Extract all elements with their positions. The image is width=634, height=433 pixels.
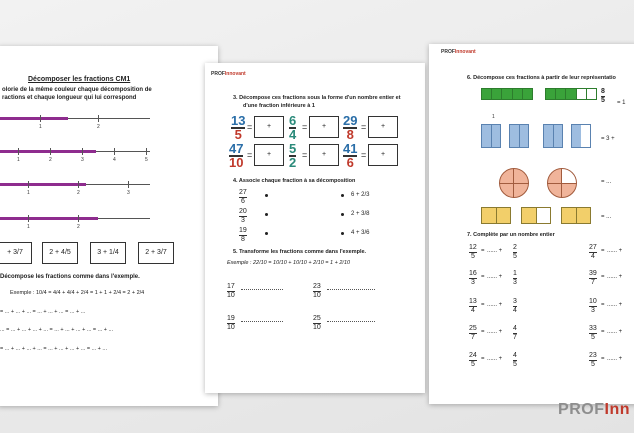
exercise-4-heading: 4. Associe chaque fraction à sa décomposition [233,178,356,184]
fraction-41-6: 41 6 [343,141,358,170]
fraction-27-6: 27 6 [239,189,247,205]
brand-logo: PROFInnovant [211,71,246,77]
brand-logo: PROFInnovant [441,49,476,55]
fraction-29-8: 29 8 [343,113,358,142]
exercise-2-row-3: = ... + ... + ... + ... = ... + ... + ... + ... = ... + ... [0,346,107,352]
fraction-19-8: 19 8 [239,227,247,243]
decomposition-box-1: + 3/7 [0,242,32,264]
blue-grid-model [481,124,609,148]
decomposition-box-4: 2 + 3/7 [138,242,174,264]
answer-box: + [368,116,398,138]
fraction-20-3: 20 3 [239,208,247,224]
green-bar-model-1 [481,88,533,100]
fraction-47-10: 47 10 [229,141,244,170]
equation-1: = 1 [617,100,626,106]
equation-3: = ... [601,179,612,185]
exercise-2-heading: Décompose les fractions comme dans l'exemple. [0,274,140,280]
worksheet-page-3: PROFInnovant 6. Décompose ces fractions à partir de leur représentatio 1 8 5 = 1 = 3 + = ... = ... 7. Complète par un nombre entier 12 5 = ...... + 2 5 16 3 = ...... + 1 3 13 4 = ...... + 3 4 25 7 = ...... + 4 7 24 5 = ...... + 4 5 27 4 = ...... + 39 7 = ...... + 10 3 = ...... + 33 5 = ...... + 23 5 = ...... + [429,44,634,404]
green-bar-model-2 [545,88,597,100]
fraction-23-10: 23 10 [313,283,321,299]
fraction-13-5: 13 5 [231,113,246,142]
exercise-5-example: Exemple : 22/10 = 10/10 + 10/10 + 2/10 = 1 + 2/10 [227,260,351,266]
decomposition-1: 6 + 2/3 [351,192,370,198]
fraction-19-10: 19 10 [227,315,235,331]
watermark-logo: PROFInn [558,401,630,418]
exercise-3-line-1: 3. Décompose ces fractions sous la forme d'un nombre entier et [233,95,401,101]
answer-box: + [309,144,339,166]
answer-box: + [309,116,339,138]
decomposition-3: 4 + 3/6 [351,230,370,236]
worksheet-page-1: Décomposer les fractions CM1 olorie de la même couleur chaque décomposition de ractions et chaque longueur qui lui correspond 1 2 1 2 3 4 5 1 2 3 1 2 + 3/7 2 + 4/5 3 + 1/4 2 + 3/7 Décompose les fractions comme dans l'exemple. Exemple : 10/4 = 4/4 + 4/4 + 2/4 = 1 + 1 + 2/4 = 2 + 2/4 = ... + ... + ... = ... + ... + ... = ... + ... ... = ... + ... + ... + ... = ... + ... + ... + ... = ... + ... = ... + ... + ... + ... = ... + ... + ... + ... = ... + ... [0,46,218,406]
exercise-3-line-2: d'une fraction inférieure à 1 [243,103,315,109]
exercise-2-row-1: = ... + ... + ... = ... + ... + ... = ... + ... [0,309,86,315]
decomposition-box-2: 2 + 4/5 [42,242,78,264]
decomposition-box-3: 3 + 1/4 [90,242,126,264]
fraction-17-10: 17 10 [227,283,235,299]
exercise-7-heading: 7. Complète par un nombre entier [467,232,555,238]
equation-4: = ... [601,214,612,220]
worksheet-page-2: PROFInnovant 3. Décompose ces fractions sous la forme d'un nombre entier et d'une fraction inférieure à 1 13 5 = + 6 4 = + 29 8 = + 47 10 = + 5 2 = + 41 6 = + 4. Associe chaque fraction à sa décomposition 27 6 20 3 19 8 6 + 2/3 2 + 3/8 4 + 3/6 5. Transforme les fractions comme dans l'exemple. Exemple : 22/10 = 10/10 + 10/10 + 2/10 = 1 + 2/10 17 10 23 10 19 10 25 10 [205,63,425,393]
decomposition-2: 2 + 3/8 [351,211,370,217]
answer-box: + [254,116,284,138]
exercise-1-line-1: olorie de la même couleur chaque décomposition de [2,87,152,93]
fraction-6-4: 6 4 [289,113,297,142]
fraction-25-10: 25 10 [313,315,321,331]
exercise-5-heading: 5. Transforme les fractions comme dans l'exemple. [233,249,367,255]
fraction-5-2: 5 2 [289,141,297,170]
equation-2: = 3 + [601,136,615,142]
exercise-2-row-2: ... = ... + ... + ... + ... = ... + ... + ... + ... = ... + ... [0,327,114,333]
exercise-6-heading: 6. Décompose ces fractions à partir de leur représentatio [467,75,616,81]
exercise-1-line-2: ractions et chaque longueur qui lui correspond [2,95,137,101]
answer-box: + [368,144,398,166]
exercise-2-example: Exemple : 10/4 = 4/4 + 4/4 + 2/4 = 1 + 1 + 2/4 = 2 + 2/4 [10,290,145,296]
answer-box: + [254,144,284,166]
fraction-8-5: 8 5 [601,88,605,104]
page-title: Décomposer les fractions CM1 [28,76,131,83]
